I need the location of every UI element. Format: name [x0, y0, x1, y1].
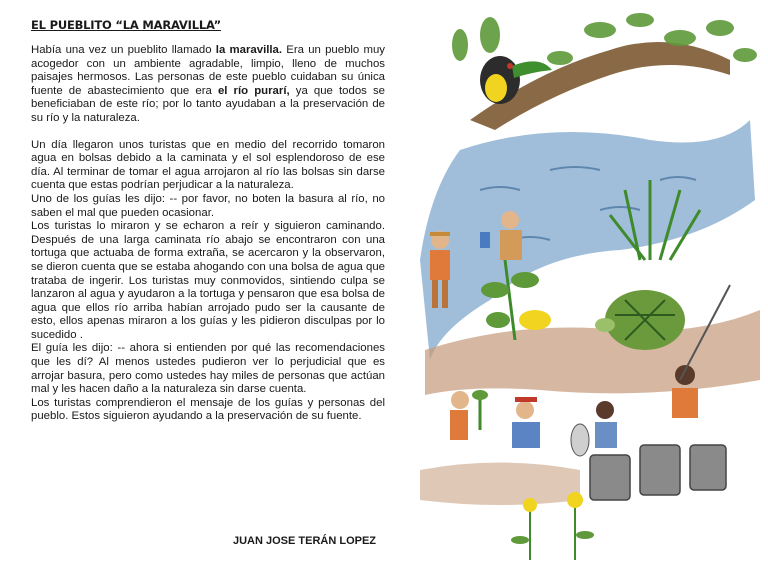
story-text-column: [31, 18, 385, 424]
paragraph-2: Un día llegaron unos turistas que en medio del recorrido tomaron agua en bolsas debido a la caminata y el sol esplendoroso de ese día. Al terminar de tomar el agua arrojaron al río las bolsas sin darse cuenta que estas podrían perjudicar a la naturaleza.: [31, 138, 385, 192]
trash-barrels: [590, 445, 726, 500]
author-signature: JUAN JOSE TERÁN LOPEZ: [233, 535, 377, 547]
person-with-shield: [571, 401, 617, 456]
p1-bold-town: la maravilla.: [215, 44, 283, 56]
child-with-plant: [450, 390, 488, 440]
river-scene-illustration: [400, 0, 768, 576]
paragraph-5: El guía les dijo: -- ahora si entienden por qué las recomendaciones que les dí? Al menos ustedes pudieron ver lo perjudicial que es arrojar basura, pero como ustedes hay miles de personas que actúan mal y les hacen daño a la naturaleza sin darse cuenta.: [31, 342, 385, 396]
paragraph-gap: [31, 126, 385, 139]
story-title: EL PUEBLITO “LA MARAVILLA”: [31, 18, 221, 32]
kneeling-person: [512, 397, 540, 448]
p1-bold-river: el río purarí,: [217, 84, 290, 97]
paragraph-6: Los turistas comprendieron el mensaje de los guías y personas del pueblo. Estos siguieron ayudando a la preservación de su fuente.: [31, 396, 385, 423]
paragraph-4: Los turistas lo miraron y se echaron a reír y siguieron caminando. Después de una larga caminata río abajo se encontraron con una tortuga que actuaba de forma extraña, se acercaron y la observaron, se dieron cuenta que se estaba ahogando con una bolsa de agua que trataba de ingerir. Los turistas muy conmovidos, sintiendo culpa se lanzaron al agua y ayudaron a la tortuga y pensaron que esa bolsa de agua que ellos río arriba habían arrojado pudo ser la causante de esto, ellos apenas miraron a los guías y les pidieron disculpas por lo sucedido .: [31, 220, 385, 341]
lower-ground: [420, 463, 580, 506]
p1-run-1: Había una vez un pueblito llamado: [31, 44, 216, 56]
paragraph-3: Uno de los guías les dijo: -- por favor, no boten la basura al río, no saben el mal que pueden ocasionar.: [31, 192, 385, 219]
river-water: [420, 120, 755, 360]
p1-run-5: ya que todos se beneficiaban de este río; por lo tanto ayudaban a la preservación de su río y la naturaleza.: [31, 84, 385, 124]
p1-run-3: Era un pueblo muy acogedor con un ambiente agradable, limpio, lleno de muchos paisajes hermosos. Las personas de este pueblo cuidaban su única fuente de abastecimiento que era: [31, 44, 385, 97]
paragraph-1: [31, 44, 385, 126]
